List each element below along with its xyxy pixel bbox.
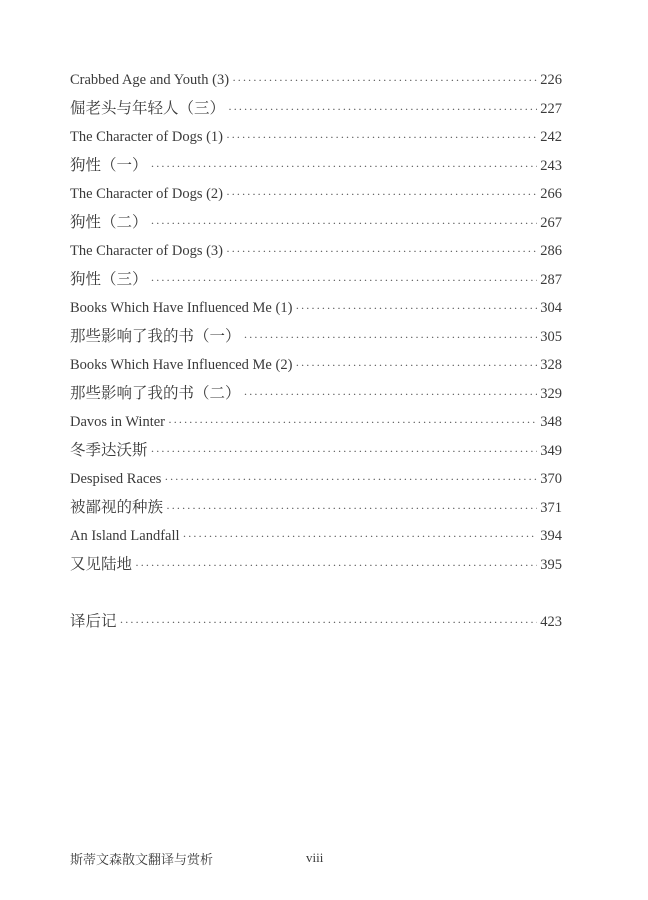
- toc-entry-page: 242: [540, 129, 562, 145]
- toc-entry[interactable]: [70, 494, 562, 523]
- toc-entry-title: 倔老头与年轻人（三）: [70, 99, 226, 117]
- dot-leader: [244, 323, 538, 352]
- toc-entry[interactable]: [70, 465, 562, 494]
- toc-entry-title: 那些影响了我的书（一）: [70, 327, 241, 345]
- toc-entry-page: 304: [540, 300, 562, 316]
- toc-entry-title: An Island Landfall: [70, 528, 180, 544]
- toc-entry-page: 286: [540, 243, 562, 259]
- toc-entry[interactable]: [70, 522, 562, 551]
- toc-entry-title: 那些影响了我的书（二）: [70, 384, 241, 402]
- toc-entry-page: 287: [540, 271, 562, 288]
- dot-leader: [295, 294, 537, 323]
- toc-entry[interactable]: [70, 551, 562, 580]
- toc-entry-title: Books Which Have Influenced Me (1): [70, 300, 293, 316]
- toc-entry[interactable]: [70, 294, 562, 323]
- toc-entry-title: 被鄙视的种族: [70, 498, 164, 516]
- toc-entry[interactable]: [70, 351, 562, 380]
- dot-leader: [151, 437, 538, 466]
- toc-entry-title: Crabbed Age and Youth (3): [70, 72, 230, 88]
- dot-leader: [226, 180, 537, 209]
- dot-leader: [228, 95, 537, 124]
- toc-entry[interactable]: [70, 437, 562, 466]
- dot-leader: [226, 237, 537, 266]
- toc-entry[interactable]: [70, 380, 562, 409]
- toc-entry-title: Books Which Have Influenced Me (2): [70, 357, 293, 373]
- dot-leader: [295, 351, 537, 380]
- toc-entry-title: 冬季达沃斯: [70, 441, 148, 459]
- running-footer-title: 斯蒂文森散文翻译与赏析: [70, 852, 214, 867]
- toc-entry-page: 371: [540, 499, 562, 516]
- toc-entry-page: 395: [540, 556, 562, 573]
- dot-leader: [164, 465, 537, 494]
- toc-entry-page: 348: [540, 414, 562, 430]
- toc-entry-page: 305: [540, 328, 562, 345]
- toc-entry-page: 266: [540, 186, 562, 202]
- toc-entry-title: Despised Races: [70, 471, 162, 487]
- dot-leader: [166, 494, 537, 523]
- dot-leader: [244, 380, 538, 409]
- toc-entry-page: 328: [540, 357, 562, 373]
- dot-leader: [151, 152, 538, 181]
- dot-leader: [120, 608, 538, 637]
- dot-leader: [183, 522, 538, 551]
- toc-entry-title: 又见陆地: [70, 555, 133, 573]
- dot-leader: [151, 266, 538, 295]
- toc-entry-page: 267: [540, 214, 562, 231]
- dot-leader: [226, 123, 537, 152]
- toc-entry[interactable]: [70, 66, 562, 95]
- dot-leader: [135, 551, 537, 580]
- toc-entry-title: The Character of Dogs (2): [70, 186, 223, 202]
- toc-entry-page: 349: [540, 442, 562, 459]
- toc-entry-page: 243: [540, 157, 562, 174]
- toc-entry-afterword[interactable]: [70, 608, 562, 637]
- table-of-contents: [70, 66, 562, 637]
- section-gap: [70, 579, 562, 608]
- toc-entry[interactable]: [70, 123, 562, 152]
- dot-leader: [232, 66, 537, 95]
- toc-entry[interactable]: [70, 209, 562, 238]
- toc-entry[interactable]: [70, 237, 562, 266]
- toc-entry-page: 227: [540, 100, 562, 117]
- toc-entry-title: The Character of Dogs (1): [70, 129, 223, 145]
- toc-entry-page: 329: [540, 385, 562, 402]
- toc-entry-title: Davos in Winter: [70, 414, 165, 430]
- toc-entry[interactable]: [70, 323, 562, 352]
- toc-entry[interactable]: [70, 266, 562, 295]
- toc-entry-page: 226: [540, 72, 562, 88]
- toc-entry-title: 狗性（三）: [70, 270, 148, 288]
- toc-entry-page: 394: [540, 528, 562, 544]
- toc-entry-title: 狗性（一）: [70, 156, 148, 174]
- toc-entry-page: 370: [540, 471, 562, 487]
- toc-entry[interactable]: [70, 180, 562, 209]
- toc-entry-title: 狗性（二）: [70, 213, 148, 231]
- toc-entry[interactable]: [70, 95, 562, 124]
- toc-entry[interactable]: [70, 152, 562, 181]
- toc-entry-title: The Character of Dogs (3): [70, 243, 223, 259]
- dot-leader: [168, 408, 537, 437]
- toc-entry-page: 423: [540, 614, 562, 630]
- page-number: viii: [306, 850, 324, 865]
- toc-entry-title: 译后记: [70, 613, 117, 630]
- toc-entry[interactable]: [70, 408, 562, 437]
- dot-leader: [151, 209, 538, 238]
